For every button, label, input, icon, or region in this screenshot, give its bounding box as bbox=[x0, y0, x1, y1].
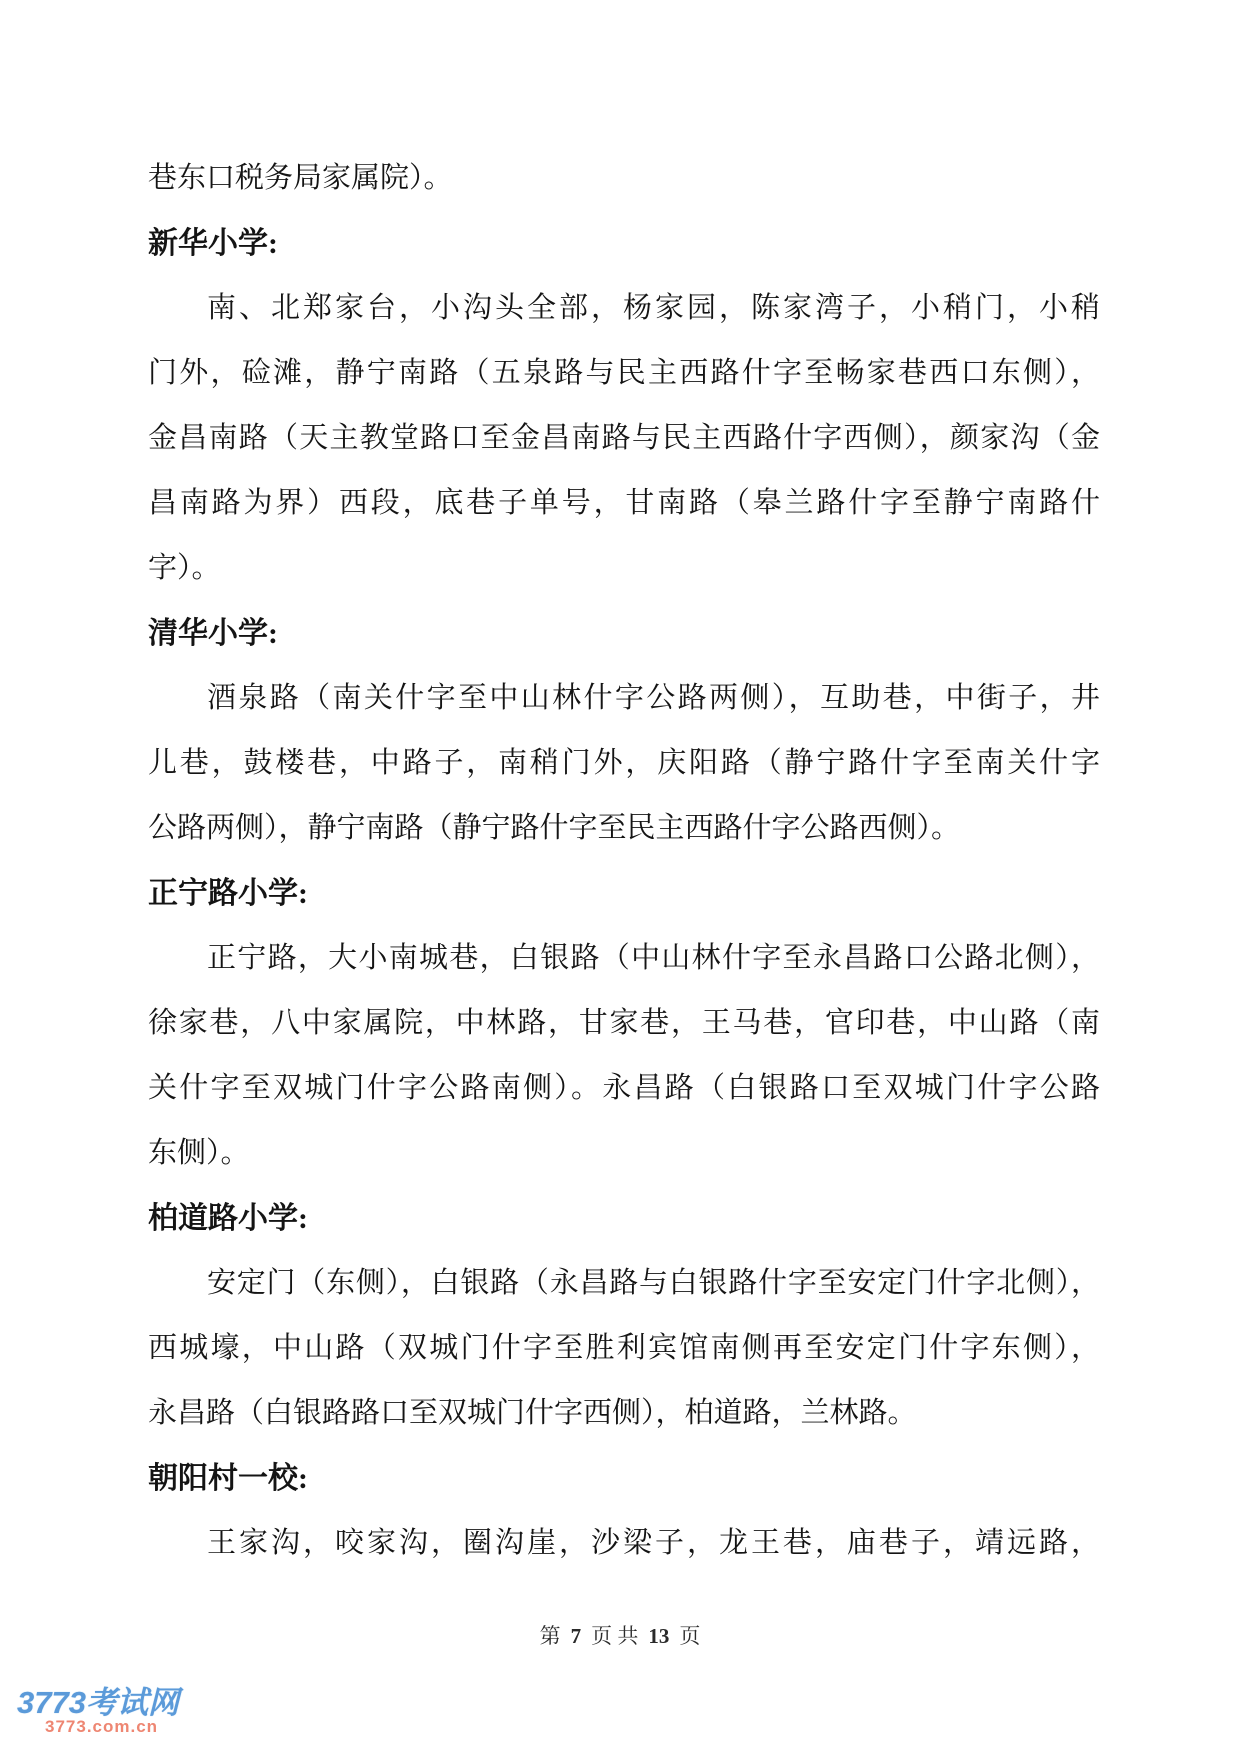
text-line: 字）。 bbox=[148, 552, 221, 584]
text-line: 关什字至双城门什字公路南侧）。永昌路（白银路口至双城门什字公路 bbox=[148, 1072, 1100, 1104]
section-heading: 新华小学: bbox=[148, 227, 278, 260]
section-heading: 朝阳村一校: bbox=[148, 1462, 308, 1495]
section-heading: 清华小学: bbox=[148, 617, 278, 650]
site-url: 3773.com.cn bbox=[45, 1717, 159, 1736]
text-line: 金昌南路（天主教堂路口至金昌南路与民主西路什字西侧），颜家沟（金 bbox=[148, 422, 1100, 454]
text-line: 公路两侧），静宁南路（静宁路什字至民主西路什字公路西侧）。 bbox=[148, 812, 961, 844]
footer-page-number: 7 bbox=[570, 1624, 582, 1648]
text-line: 昌南路为界）西段，底巷子单号，甘南路（皋兰路什字至静宁南路什 bbox=[148, 487, 1100, 519]
footer-middle: 页 共 bbox=[591, 1624, 639, 1648]
footer-prefix: 第 bbox=[539, 1624, 561, 1648]
text-line: 安定门（东侧），白银路（永昌路与白银路什字至安定门什字北侧）， bbox=[207, 1267, 1100, 1299]
text-line: 儿巷，鼓楼巷，中路子，南稍门外，庆阳路（静宁路什字至南关什字 bbox=[148, 747, 1100, 779]
text-line: 永昌路（白银路路口至双城门什字西侧），柏道路，兰林路。 bbox=[148, 1397, 917, 1429]
footer-suffix: 页 bbox=[679, 1624, 701, 1648]
site-watermark bbox=[17, 1686, 217, 1736]
text-line: 东侧）。 bbox=[148, 1137, 250, 1169]
document-body bbox=[148, 146, 1100, 1576]
text-line: 酒泉路（南关什字至中山林什字公路两侧），互助巷，中街子，井 bbox=[207, 682, 1100, 714]
page-footer bbox=[0, 1618, 1240, 1654]
text-line: 南、北郑家台，小沟头全部，杨家园，陈家湾子，小稍门，小稍 bbox=[207, 292, 1100, 324]
section-heading: 正宁路小学: bbox=[148, 877, 308, 910]
section-heading: 柏道路小学: bbox=[148, 1202, 308, 1235]
text-line: 门外，硷滩，静宁南路（五泉路与民主西路什字至畅家巷西口东侧）， bbox=[148, 357, 1100, 389]
text-line: 王家沟，咬家沟，圈沟崖，沙梁子，龙王巷，庙巷子，靖远路， bbox=[207, 1527, 1100, 1559]
text-line: 巷东口税务局家属院）。 bbox=[148, 162, 453, 194]
text-line: 西城壕，中山路（双城门什字至胜利宾馆南侧再至安定门什字东侧）， bbox=[148, 1332, 1100, 1364]
footer-total-pages: 13 bbox=[648, 1624, 670, 1648]
text-line: 正宁路，大小南城巷，白银路（中山林什字至永昌路口公路北侧）， bbox=[207, 942, 1100, 974]
text-line: 徐家巷，八中家属院，中林路，甘家巷，王马巷，官印巷，中山路（南 bbox=[148, 1007, 1100, 1039]
site-logo: 3773考试网 bbox=[17, 1685, 179, 1720]
